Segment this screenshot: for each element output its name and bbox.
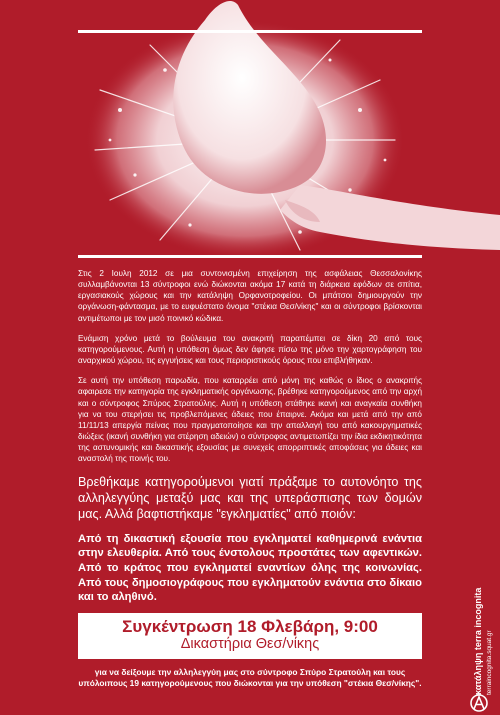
top-rule [78,30,422,33]
intro-paragraph-2: Ενάμιση χρόνο μετά το βούλευμα του ανακριτή παραπέμπει σε δίκη 20 από τους κατηγορούμενους. Αυτή η υπόθεση όμως δεν άφησε πίσω της μόνο την χαρτογράφηση του αναρχικού χώρου, τις εγγυήσεις και τους περιοριστικούς όρους που επιβλήθηκαν. [78,333,422,366]
gathering-callout [78,613,422,659]
side-credit [470,505,493,715]
squat-url: terraincognita.squat.gr [486,630,493,695]
bottom-rule [78,255,422,258]
side-credit-text [473,588,493,695]
intro-paragraph-3: Σε αυτή την υπόθεση παρωδία, που καταρρέει από μόνη της καθώς ο ίδιος ο ανακριτής αφαιρεσε την κατηγορία της εγκληματικής οργάνωσης, βρέθηκε κατηγορούμενος από την αρχή και ο σύντροφος Σπύρος Στρατούλης. Αυτή η υπόθεση στάθηκε ικανή και αναγκαία συνθήκη για να του στερήσει τις προβλεπόμενες άδειες που έπαιρνε. Ακόμα και μετά από την από 11/11/13 απεργία πείνας που πραγματοποίησε και την απαλλαγή του από κακουργηματικές διώξεις (ικανή συνθήκη για στέρηση αδειών) ο σύντροφος αντιμετωπίζει την ίδια εκδικητικότητα της αστυνομικής και δικαστικής εξουσίας με συνεχείς απορριπτικές αποφάσεις για άδειες και αναστολή της ποινής του. [78,376,422,464]
text-content [78,268,422,690]
intro-paragraph-1: Στις 2 Ιουλη 2012 σε μια συντονισμένη επιχείρηση της ασφάλειας Θεσσαλονίκης συλλαμβάνονται 13 σύντροφοι ενώ διώκονται ακόμα 17 κατά τη διάρκεια εφόδων σε σπίτια, εργασιακούς χώρους και την κατάληψη Ορφανοτροφείου. Οι μπάτσοι δημιουργούν την οργάνωση-φάντασμα, με το ευφυέστατο όνομα "στέκια Θεσ/νίκης" και οι σύντροφοι βρίσκονται αντιμέτωποι με τον μισό ποινικό κώδικα. [78,269,422,323]
squat-name: κατάληψη terra incognita [473,587,483,695]
footer-text: για να δείξουμε την αλληλεγγύη μας στο σύντροφο Σπύρο Στρατούλη και τους υπόλοιπους 19 κατηγορούμενους που διώκονται για την υπόθεση "στέκια Θεσ/νίκης". [78,666,422,689]
balloon-illustration [0,0,500,262]
hero-image-bursting-water-balloon [0,0,500,262]
callout-location: Δικαστήρια Θεσ/νίκης [180,636,320,653]
lead-statement: Βρεθήκαμε κατηγορούμενοι γιατί πράξαμε το αυτονόητο της αλληλεγγύης μεταξύ μας και της υπεράσπισης των δομών μας. Αλλά βαφτιστήκαμε "εγκληματίες" από ποιόν: [78,474,422,521]
callout-date-time: Συγκέντρωση 18 Φλεβάρη, 9:00 [122,616,378,636]
bold-statement: Από τη δικαστική εξουσία που εγκληματεί καθημερινά ενάντια στην ελευθερία. Από τους ένστολους προστάτες των αφεντικών. Από το κράτος που εγκληματεί εναντίων όλης της κοινωνίας. Από τους δημοσιογράφους που εγκληματούν ενάντια στο δίκαιο και το αληθινό. [78,532,422,604]
anarchy-a-icon [470,694,488,712]
